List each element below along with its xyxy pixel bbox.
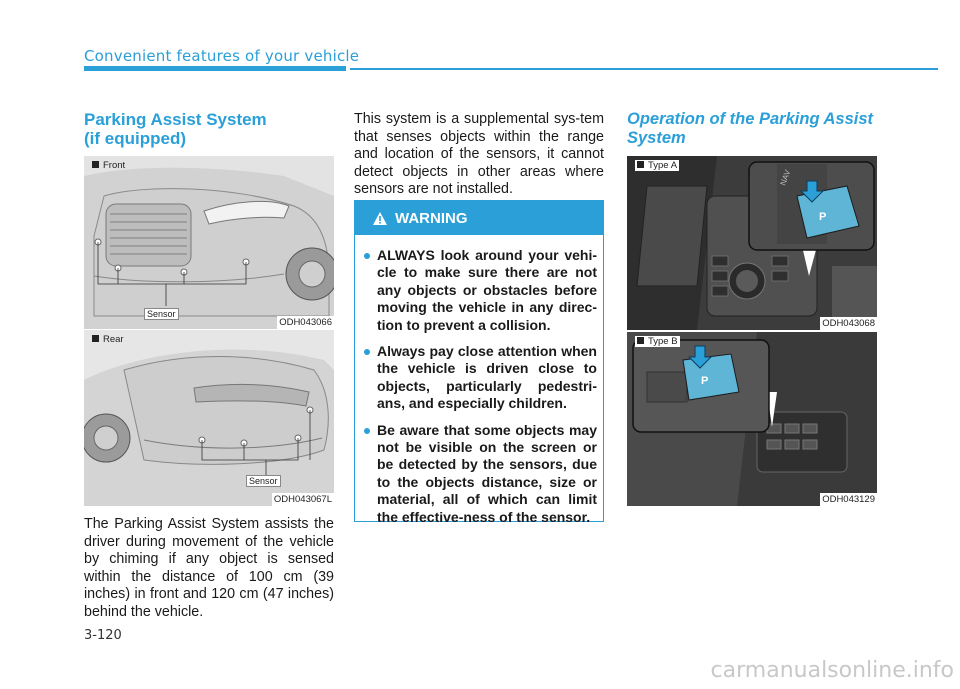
rear-car-illustration [84, 330, 334, 506]
section-title: Convenient features of your vehicle [84, 47, 360, 65]
rear-sensor-callout: Sensor [246, 475, 281, 487]
type-a-label: Type A [635, 160, 679, 171]
operation-heading-line-1: Operation of the Parking Assist [627, 110, 874, 128]
page-number: 3-120 [84, 628, 122, 643]
heading-line-2: (if equipped) [84, 129, 186, 148]
supplemental-paragraph: This system is a supplemental sys-tem that senses objects within the range and location of the sensors, it cannot detect objects in other areas where sensors are not installed. [354, 111, 604, 197]
warning-title: WARNING [395, 209, 468, 227]
warning-item: Be aware that some objects may not be visible on the screen or be detected by the sensors, due to the objects distance, size or material, all of which can limit the effective-ness of the sensor. [363, 422, 597, 526]
header-rule-thin [350, 68, 938, 70]
front-figure-label: Front [92, 160, 125, 171]
page-heading [84, 110, 344, 148]
warning-header [355, 201, 603, 235]
warning-icon [373, 212, 387, 225]
figure-type-b [627, 332, 877, 506]
watermark: carmanualsonline.info [710, 658, 954, 683]
console-type-a-illustration [627, 156, 877, 330]
type-a-code: ODH043068 [822, 318, 875, 329]
nav-label: NAV [778, 168, 793, 187]
warning-item: ALWAYS look around your vehi-cle to make sure there are not any objects or obstacles before moving the vehicle in any direc-tion to prevent a collision. [363, 247, 597, 334]
front-car-illustration [84, 156, 334, 329]
figure-rear-sensors [84, 330, 334, 506]
header-rule-thick [84, 66, 346, 71]
heading-line-1: Parking Assist System [84, 110, 267, 129]
rear-figure-code: ODH043067L [273, 494, 332, 505]
operation-heading [627, 110, 887, 148]
intro-paragraph: The Parking Assist System assists the driver during movement of the vehicle by chiming if any object is sensed within the distance of 100 cm (39 inches) in front and 120 cm (47 inches) behind the vehicle. [84, 516, 334, 620]
warning-item: Always pay close attention when the vehicle is driven close to objects, particularly pedestri-ans, and especially children. [363, 343, 597, 413]
figure-type-a [627, 156, 877, 330]
rear-figure-label: Rear [92, 334, 124, 345]
type-b-code: ODH043129 [822, 494, 875, 505]
warning-list [355, 235, 603, 526]
warning-box [354, 200, 604, 525]
type-b-button-text: P [701, 375, 709, 387]
front-sensor-callout: Sensor [144, 308, 179, 320]
type-b-label: Type B [635, 336, 680, 347]
operation-heading-line-2: System [627, 129, 686, 147]
front-figure-code: ODH043066 [279, 317, 332, 328]
type-a-button-text: P [819, 211, 827, 223]
console-type-b-illustration [627, 332, 877, 506]
figure-front-sensors [84, 156, 334, 329]
